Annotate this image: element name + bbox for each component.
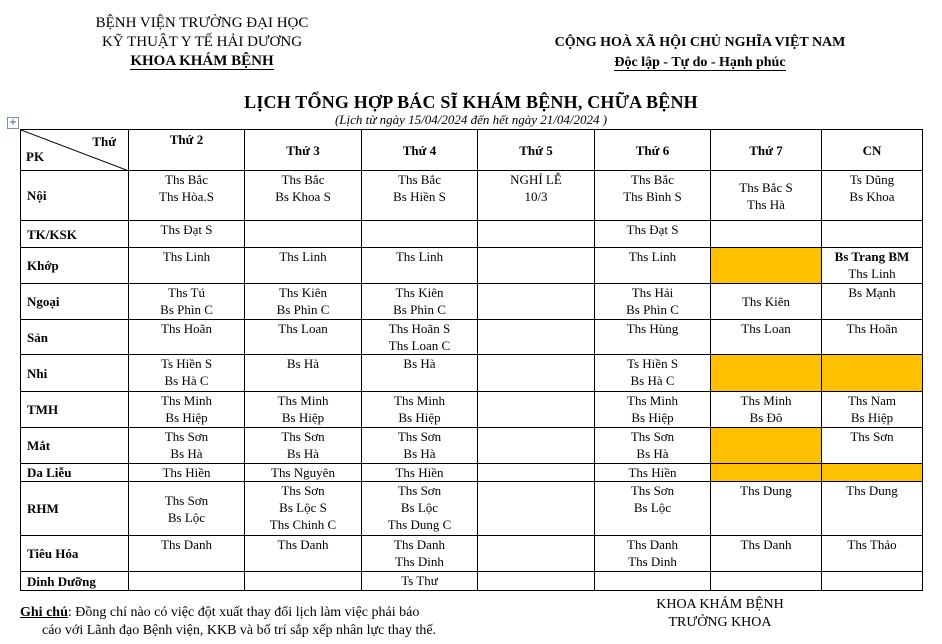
document-title: LỊCH TỔNG HỢP BÁC SĨ KHÁM BỆNH, CHỮA BỆNH xyxy=(244,92,698,112)
schedule-cell xyxy=(822,482,923,536)
doctor-name: Ths Kiên xyxy=(741,294,791,309)
schedule-cell xyxy=(595,572,711,591)
national-header xyxy=(520,33,880,73)
doctor-name: Ths Sơn xyxy=(397,429,442,444)
schedule-cell xyxy=(478,392,595,428)
doctor-name: Ths Chinh C xyxy=(269,517,337,532)
schedule-cell xyxy=(129,392,245,428)
signature-dept: KHOA KHÁM BỆNH xyxy=(656,597,784,612)
doctor-name: Ths Hà xyxy=(747,196,785,212)
schedule-cell xyxy=(362,248,478,284)
schedule-cell xyxy=(711,428,822,464)
doctor-name: Ths Hoãn xyxy=(161,321,212,336)
table-row xyxy=(21,355,923,392)
schedule-cell xyxy=(129,284,245,320)
doctor-name: Ths Thảo xyxy=(847,537,897,552)
schedule-cell xyxy=(822,464,923,482)
schedule-cell xyxy=(129,355,245,392)
doctor-name: Bs Trang BM xyxy=(834,249,910,264)
doctor-name: Bs Hà C xyxy=(164,373,209,388)
day-header: CN xyxy=(822,130,923,171)
schedule-cell xyxy=(478,428,595,464)
schedule-cell xyxy=(129,464,245,482)
doctor-name: Ths Hải xyxy=(631,285,674,300)
schedule-cell xyxy=(245,355,362,392)
schedule-cell xyxy=(362,464,478,482)
doctor-name: Ths Dinh xyxy=(395,554,444,569)
schedule-cell xyxy=(362,171,478,221)
doctor-name: Ths Minh xyxy=(277,393,329,408)
table-move-handle-icon[interactable]: + xyxy=(8,117,18,128)
doctor-name: Bs Mạnh xyxy=(848,285,896,300)
day-header: Thứ 4 xyxy=(362,130,478,171)
doctor-name: Ths Linh xyxy=(628,249,677,264)
schedule-cell xyxy=(129,248,245,284)
doctor-name: Ths Sơn xyxy=(630,483,675,498)
schedule-cell xyxy=(362,428,478,464)
room-label: Sản xyxy=(21,320,129,355)
schedule-cell xyxy=(711,248,822,284)
doctor-name: Bs Hiệp xyxy=(165,410,208,425)
doctor-name: Ths Bắc xyxy=(631,172,674,187)
schedule-cell xyxy=(478,572,595,591)
doctor-name: Bs Phìn C xyxy=(393,302,446,317)
schedule-cell xyxy=(595,464,711,482)
doctor-name: Ths Hòa.S xyxy=(159,189,214,204)
day-header: Thứ 5 xyxy=(478,130,595,171)
doctor-name: Bs Hiền S xyxy=(393,189,446,204)
doctor-name: Ths Bắc xyxy=(398,172,441,187)
schedule-cell xyxy=(822,221,923,248)
doctor-name: Bs Đô xyxy=(749,410,783,425)
schedule-cell xyxy=(711,572,822,591)
schedule-cell xyxy=(245,482,362,536)
doctor-name: Bs Lộc xyxy=(400,500,439,515)
doctor-name: Bs Phìn C xyxy=(626,302,679,317)
footnote-text-1: : Đồng chí nào có việc đột xuất thay đổi lịch làm việc phải báo xyxy=(67,605,420,620)
schedule-cell xyxy=(595,428,711,464)
day-header: Thứ 3 xyxy=(245,130,362,171)
doctor-name: Ths Bắc S xyxy=(739,179,793,195)
schedule-cell xyxy=(595,320,711,355)
doctor-name: Ths Minh xyxy=(394,393,445,408)
schedule-cell xyxy=(245,464,362,482)
schedule-cell xyxy=(822,428,923,464)
document-subtitle: (Lịch từ ngày 15/04/2024 đến hết ngày 21/04/2024 ) xyxy=(334,112,608,127)
doctor-name: Ths Hiền xyxy=(628,465,677,480)
table-row xyxy=(21,221,923,248)
schedule-cell xyxy=(711,171,822,221)
doctor-name: Ths Danh xyxy=(394,537,445,552)
doctor-name: Bs Hiệp xyxy=(398,410,441,425)
schedule-cell xyxy=(478,320,595,355)
doctor-name: Bs Hà xyxy=(636,446,669,461)
doctor-name: Ths Sơn xyxy=(397,483,442,498)
doctor-name: Ths Linh xyxy=(279,249,327,264)
doctor-name: Ths Linh xyxy=(395,249,444,264)
schedule-cell xyxy=(595,284,711,320)
footnote-text-2: cáo với Lãnh đạo Bệnh viện, KKB và bố trí sắp xếp nhân lực thay thế. xyxy=(42,623,437,638)
schedule-cell xyxy=(478,355,595,392)
doctor-name: Ths Danh xyxy=(277,537,329,552)
schedule-cell xyxy=(822,536,923,572)
doctor-name: Ths Sơn xyxy=(164,429,209,444)
room-label: RHM xyxy=(21,482,129,536)
national-motto: Độc lập - Tự do - Hạnh phúc xyxy=(614,55,786,70)
doctor-name: Bs Khoa S xyxy=(275,189,331,204)
schedule-cell xyxy=(822,392,923,428)
schedule-cell xyxy=(245,572,362,591)
schedule-cell xyxy=(822,572,923,591)
table-row xyxy=(21,248,923,284)
schedule-cell xyxy=(822,171,923,221)
doctor-name: Ths Nguyên xyxy=(271,465,335,480)
table-row xyxy=(21,572,923,591)
hospital-name-line2: KỸ THUẬT Y TẾ HẢI DƯƠNG xyxy=(101,34,303,50)
doctor-name: Ths Dung xyxy=(740,483,792,498)
doctor-name: Bs Phìn C xyxy=(276,302,330,317)
table-row xyxy=(21,536,923,572)
doctor-name: Ths Minh xyxy=(161,393,212,408)
schedule-cell xyxy=(129,221,245,248)
doctor-name: Ts Thư xyxy=(401,573,438,588)
table-row xyxy=(21,171,923,221)
doctor-name: Ths Hiền xyxy=(162,465,211,480)
doctor-name: Ths Bắc xyxy=(281,172,325,187)
hospital-header xyxy=(62,14,342,71)
schedule-cell xyxy=(822,284,923,320)
doctor-name: Ths Sơn xyxy=(281,429,325,444)
schedule-cell xyxy=(362,482,478,536)
room-label: Nhi xyxy=(21,355,129,392)
schedule-cell xyxy=(245,284,362,320)
doctor-name: Ths Bình S xyxy=(623,189,682,204)
schedule-cell xyxy=(822,248,923,284)
day-header: Thứ 6 xyxy=(595,130,711,171)
schedule-cell xyxy=(129,320,245,355)
schedule-cell xyxy=(711,392,822,428)
doctor-name: Ths Hùng xyxy=(626,321,679,336)
doctor-name: Bs Hà xyxy=(403,356,436,371)
doctor-name: Bs Hiệp xyxy=(281,410,325,425)
day-header: Thứ 7 xyxy=(711,130,822,171)
doctor-name: Ths Sơn xyxy=(850,429,894,444)
doctor-name: Ths Sơn xyxy=(281,483,325,498)
doctor-name: Ths Danh xyxy=(161,537,212,552)
schedule-cell xyxy=(245,428,362,464)
doctor-name: Ths Sơn xyxy=(630,429,675,444)
doctor-name: Ths Dung xyxy=(846,483,898,498)
room-label: TK/KSK xyxy=(21,221,129,248)
table-row xyxy=(21,284,923,320)
doctor-name: Ths Tú xyxy=(168,285,205,300)
doctor-name: Ths Loan xyxy=(741,321,791,336)
schedule-cell xyxy=(595,221,711,248)
corner-day-label: Thứ xyxy=(92,134,116,149)
schedule-cell xyxy=(711,355,822,392)
doctor-name: Ts Hiền S xyxy=(160,356,213,371)
doctor-name: Ths Linh xyxy=(162,249,211,264)
schedule-cell xyxy=(129,428,245,464)
corner-header xyxy=(21,130,129,171)
room-label: Da Liễu xyxy=(21,464,129,482)
doctor-name: 10/3 xyxy=(524,189,548,204)
doctor-name: Ths Đạt S xyxy=(626,222,679,237)
footnote xyxy=(20,604,510,640)
department-name: KHOA KHÁM BỆNH xyxy=(130,53,274,69)
schedule-cell xyxy=(478,171,595,221)
footnote-label: Ghi chú xyxy=(20,605,68,620)
doctor-name: Ths Dung C xyxy=(387,517,452,532)
schedule-cell xyxy=(362,355,478,392)
doctor-name: NGHỈ LỄ xyxy=(510,172,562,187)
schedule-cell xyxy=(245,248,362,284)
doctor-name: Bs Hà xyxy=(403,446,436,461)
schedule-cell xyxy=(245,221,362,248)
doctor-name: Ths Đạt S xyxy=(160,222,213,237)
room-label: TMH xyxy=(21,392,129,428)
schedule-cell xyxy=(711,221,822,248)
doctor-name: Ths Minh xyxy=(627,393,678,408)
schedule-cell xyxy=(129,572,245,591)
schedule-cell xyxy=(711,320,822,355)
doctor-name: Ths Danh xyxy=(627,537,678,552)
schedule-cell xyxy=(711,464,822,482)
doctor-name: Ths Dinh xyxy=(628,554,677,569)
schedule-cell xyxy=(478,221,595,248)
table-row xyxy=(21,464,923,482)
room-label: Mắt xyxy=(21,428,129,464)
doctor-name: Bs Lộc S xyxy=(279,500,327,515)
signature-title: TRƯỞNG KHOA xyxy=(668,615,772,630)
doctor-name: Bs Khoa xyxy=(849,189,895,204)
doctor-name: Bs Hiệp xyxy=(631,410,674,425)
schedule-cell xyxy=(362,572,478,591)
doctor-name: Ts Hiền S xyxy=(626,356,679,371)
doctor-name: Ths Loan xyxy=(278,321,328,336)
doctor-name: Bs Hiệp xyxy=(850,410,894,425)
schedule-cell xyxy=(245,392,362,428)
schedule-cell xyxy=(129,536,245,572)
schedule-cell xyxy=(478,482,595,536)
doctor-name: Ths Sơn xyxy=(164,492,209,508)
schedule-cell xyxy=(595,355,711,392)
schedule-cell xyxy=(595,392,711,428)
schedule-cell xyxy=(362,320,478,355)
room-label: Dinh Dưỡng xyxy=(21,572,129,591)
national-title: CỘNG HOÀ XÃ HỘI CHỦ NGHĨA VIỆT NAM xyxy=(554,35,846,50)
schedule-cell xyxy=(595,536,711,572)
schedule-cell xyxy=(245,536,362,572)
doctor-name: Ths Kiên xyxy=(395,285,444,300)
schedule-table xyxy=(20,129,923,591)
schedule-cell xyxy=(595,248,711,284)
doctor-name: Ths Linh xyxy=(848,266,896,281)
schedule-cell xyxy=(129,171,245,221)
doctor-name: Bs Phìn C xyxy=(160,302,213,317)
doctor-name: Ths Loan C xyxy=(388,338,451,353)
schedule-cell xyxy=(478,536,595,572)
doctor-name: Bs Hà C xyxy=(630,373,675,388)
room-label: Nội xyxy=(21,171,129,221)
doctor-name: Ths Kiên xyxy=(278,285,328,300)
table-row xyxy=(21,482,923,536)
hospital-name-line1: BỆNH VIỆN TRƯỜNG ĐẠI HỌC xyxy=(95,15,309,31)
schedule-cell xyxy=(822,320,923,355)
doctor-name: Ths Bắc xyxy=(165,172,208,187)
schedule-cell xyxy=(362,221,478,248)
doctor-name: Ths Danh xyxy=(740,537,792,552)
doctor-name: Ths Hoãn S xyxy=(388,321,451,336)
room-label: Khớp xyxy=(21,248,129,284)
schedule-cell xyxy=(245,171,362,221)
schedule-cell xyxy=(478,248,595,284)
table-row xyxy=(21,428,923,464)
doctor-name: Ths Nam xyxy=(847,393,897,408)
signature-block xyxy=(620,596,820,632)
doctor-name: Bs Hà xyxy=(286,356,320,371)
doctor-name: Ts Dũng xyxy=(849,172,895,187)
schedule-cell xyxy=(595,171,711,221)
schedule-cell xyxy=(822,355,923,392)
schedule-cell xyxy=(129,482,245,536)
schedule-cell xyxy=(362,284,478,320)
room-label: Ngoại xyxy=(21,284,129,320)
doctor-name: Ths Hoãn xyxy=(846,321,898,336)
doctor-name: Bs Hà xyxy=(286,446,320,461)
schedule-cell xyxy=(595,482,711,536)
day-header: Thứ 2 xyxy=(129,130,245,171)
room-label: Tiêu Hóa xyxy=(21,536,129,572)
corner-room-label: PK xyxy=(26,149,45,164)
table-row xyxy=(21,392,923,428)
doctor-name: Bs Lộc xyxy=(633,500,672,515)
schedule-cell xyxy=(245,320,362,355)
schedule-cell xyxy=(478,284,595,320)
schedule-cell xyxy=(711,482,822,536)
schedule-cell xyxy=(711,536,822,572)
doctor-name: Ths Minh xyxy=(740,393,792,408)
schedule-cell xyxy=(362,392,478,428)
schedule-cell xyxy=(478,464,595,482)
schedule-cell xyxy=(362,536,478,572)
doctor-name: Bs Lộc xyxy=(167,509,206,525)
doctor-name: Ths Hiền xyxy=(395,465,444,480)
doctor-name: Bs Hà xyxy=(170,446,203,461)
table-row xyxy=(21,320,923,355)
schedule-cell xyxy=(711,284,822,320)
